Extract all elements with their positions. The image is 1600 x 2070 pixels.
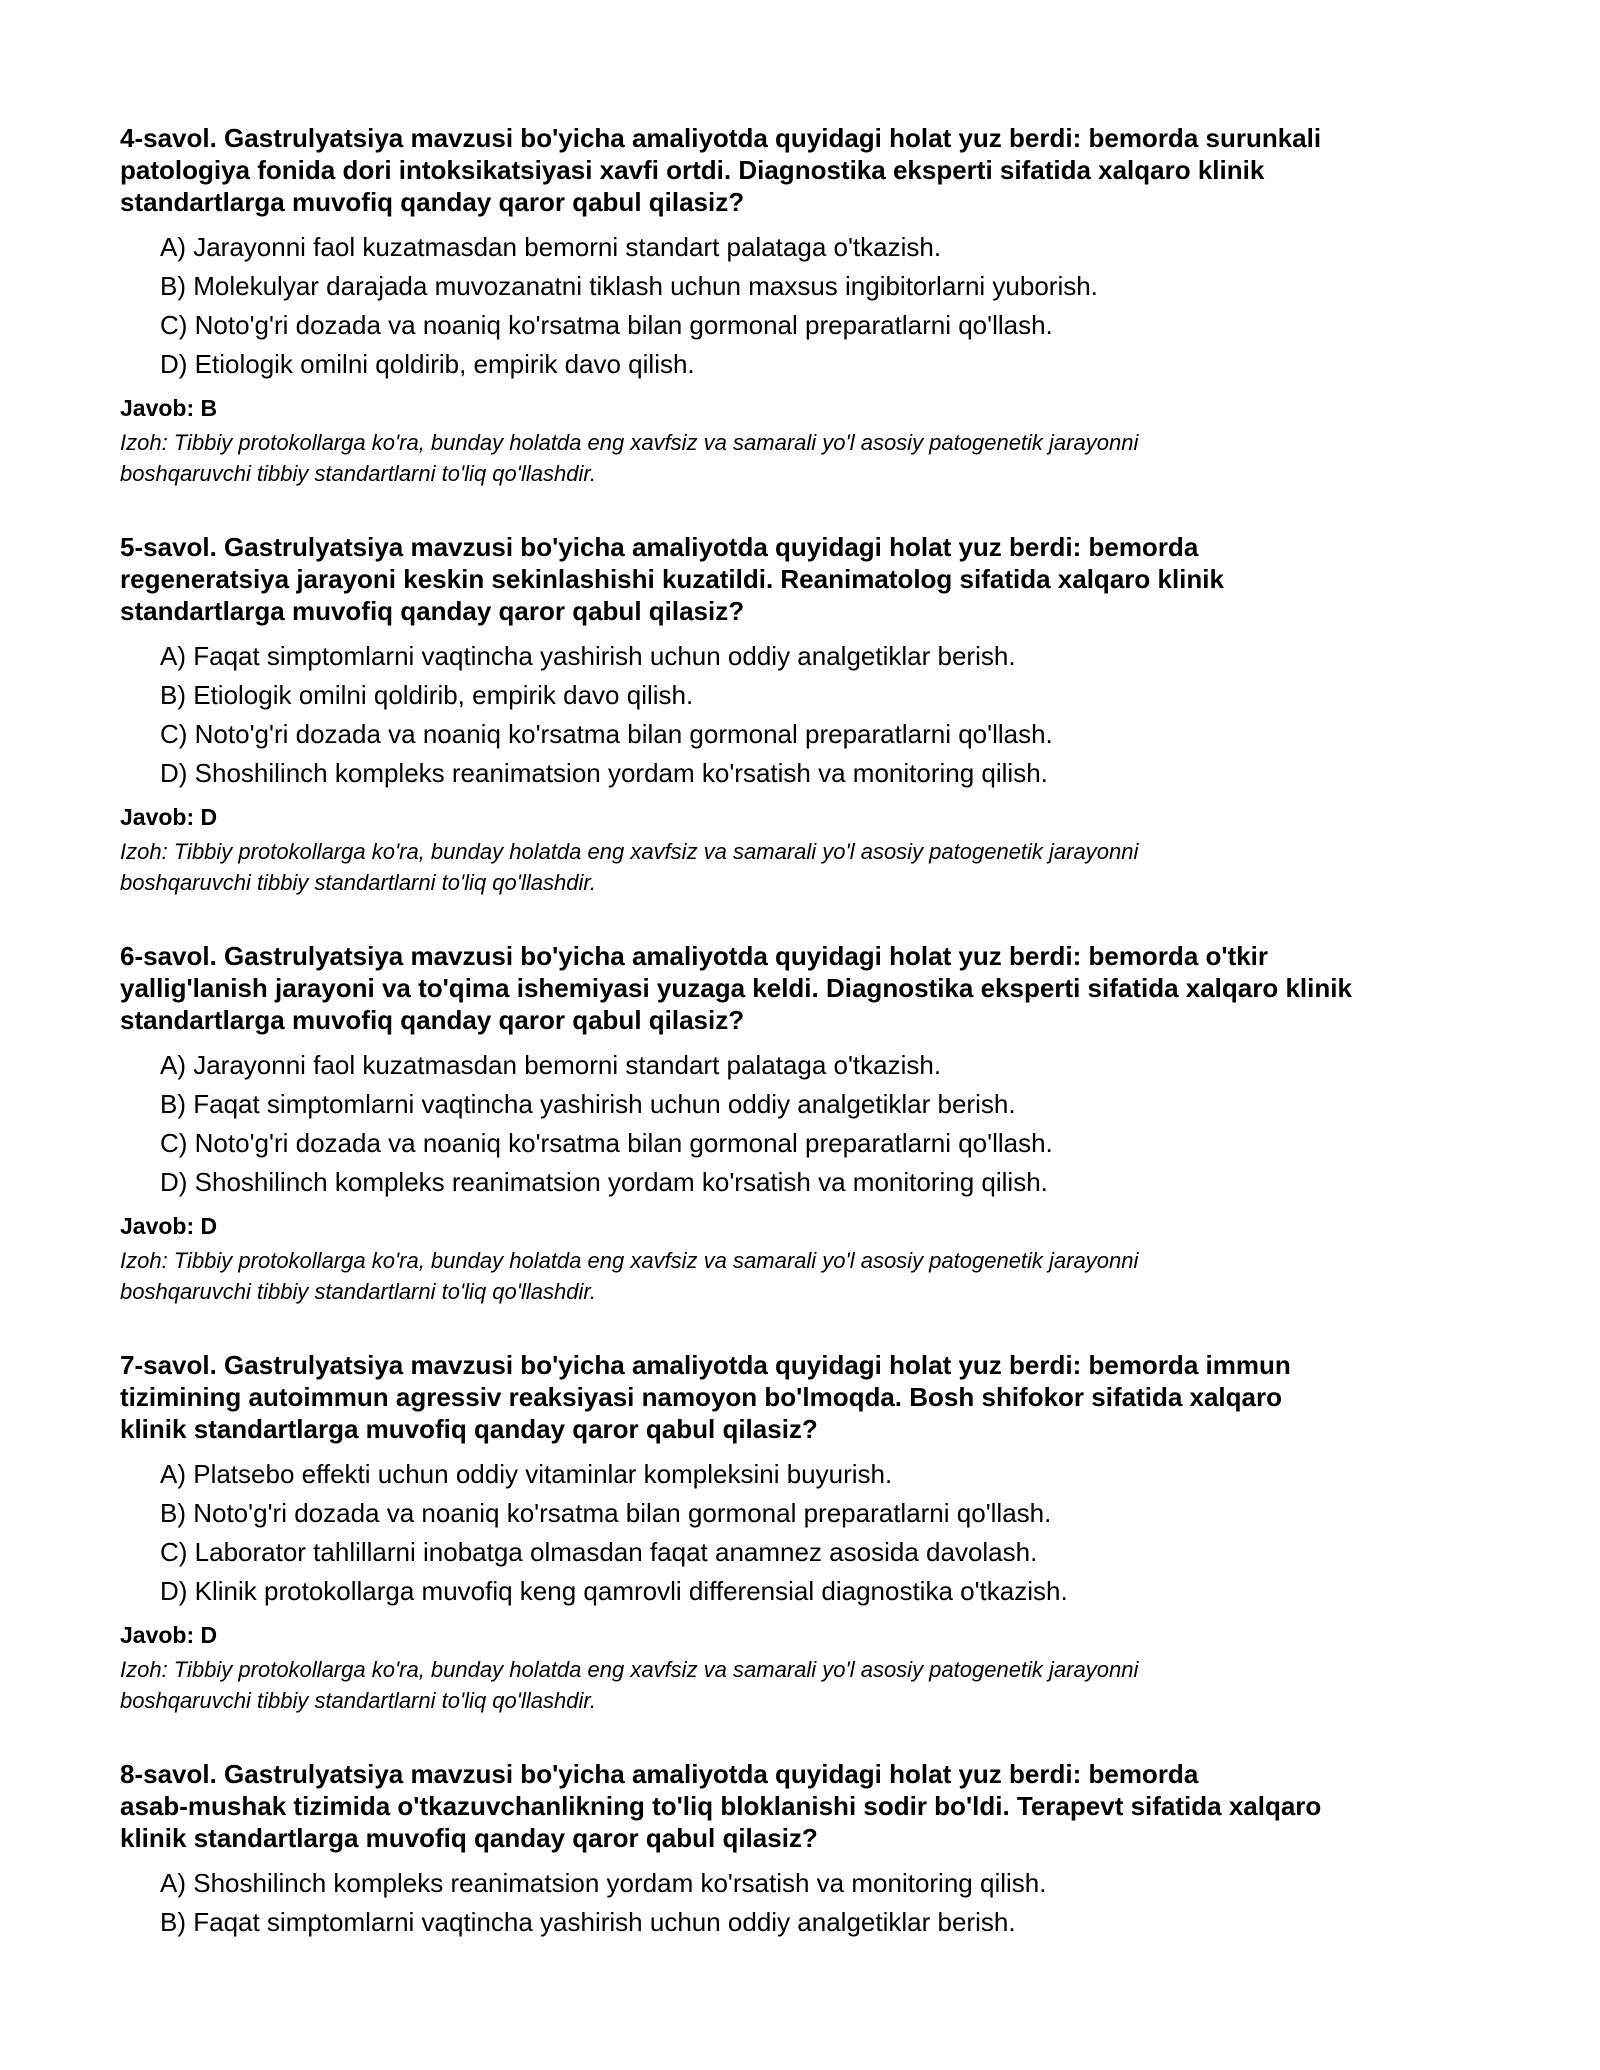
question-title [120, 122, 1500, 218]
note-line: Izoh: Tibbiy protokollarga ko'ra, bunday holatda eng xavfsiz va samarali yo'l asosiy patogenetik jarayonni [120, 1248, 1139, 1273]
answer-label: Javob: D [120, 1622, 218, 1648]
option-d: D) Shoshilinch kompleks reanimatsion yordam ko'rsatish va monitoring qilish. [160, 1167, 1048, 1197]
option-b: B) Molekulyar darajada muvozanatni tiklash uchun maxsus ingibitorlarni yuborish. [160, 271, 1098, 301]
options-list [120, 1046, 1500, 1202]
question-title-line: 8-savol. Gastrulyatsiya mavzusi bo'yicha amaliyotda quyidagi holat yuz berdi: bemorda [120, 1759, 1199, 1789]
question-title [120, 531, 1500, 627]
options-list [120, 228, 1500, 384]
option-a: A) Faqat simptomlarni vaqtincha yashirish uchun oddiy analgetiklar berish. [160, 641, 1016, 671]
explanation-note [120, 1654, 1500, 1716]
option-b: B) Etiologik omilni qoldirib, empirik davo qilish. [160, 680, 694, 710]
question-7 [120, 1349, 1500, 1716]
option-c: C) Noto'g'ri dozada va noaniq ko'rsatma bilan gormonal preparatlarni qo'llash. [160, 310, 1053, 340]
question-title-line: tizimining autoimmun agressiv reaksiyasi namoyon bo'lmoqda. Bosh shifokor sifatida xalqaro [120, 1382, 1283, 1412]
explanation-note [120, 427, 1500, 489]
options-list [120, 1455, 1500, 1611]
question-title-line: standartlarga muvofiq qanday qaror qabul qilasiz? [120, 596, 745, 626]
option-d: D) Klinik protokollarga muvofiq keng qamrovli differensial diagnostika o'tkazish. [160, 1576, 1068, 1606]
option-b: B) Faqat simptomlarni vaqtincha yashirish uchun oddiy analgetiklar berish. [160, 1907, 1016, 1937]
note-line: Izoh: Tibbiy protokollarga ko'ra, bunday holatda eng xavfsiz va samarali yo'l asosiy patogenetik jarayonni [120, 839, 1139, 864]
explanation-note [120, 1245, 1500, 1307]
answer-label: Javob: D [120, 804, 218, 830]
question-5 [120, 531, 1500, 898]
option-a: A) Jarayonni faol kuzatmasdan bemorni standart palataga o'tkazish. [160, 232, 942, 262]
option-a: A) Jarayonni faol kuzatmasdan bemorni standart palataga o'tkazish. [160, 1050, 942, 1080]
answer-label: Javob: B [120, 395, 218, 421]
note-line: boshqaruvchi tibbiy standartlarni to'liq qo'llashdir. [120, 1688, 596, 1713]
option-b: B) Faqat simptomlarni vaqtincha yashirish uchun oddiy analgetiklar berish. [160, 1089, 1016, 1119]
question-6 [120, 940, 1500, 1307]
option-d: D) Etiologik omilni qoldirib, empirik davo qilish. [160, 349, 695, 379]
explanation-note [120, 836, 1500, 898]
question-title-line: regeneratsiya jarayoni keskin sekinlashishi kuzatildi. Reanimatolog sifatida xalqaro klinik [120, 564, 1224, 594]
option-c: C) Laborator tahlillarni inobatga olmasdan faqat anamnez asosida davolash. [160, 1537, 1038, 1567]
question-title-line: standartlarga muvofiq qanday qaror qabul qilasiz? [120, 1005, 745, 1035]
option-a: A) Platsebo effekti uchun oddiy vitaminlar kompleksini buyurish. [160, 1459, 893, 1489]
question-title-line: klinik standartlarga muvofiq qanday qaror qabul qilasiz? [120, 1414, 818, 1444]
option-a: A) Shoshilinch kompleks reanimatsion yordam ko'rsatish va monitoring qilish. [160, 1868, 1047, 1898]
question-title [120, 1349, 1500, 1445]
question-title-line: patologiya fonida dori intoksikatsiyasi xavfi ortdi. Diagnostika eksperti sifatida xalqaro klinik [120, 155, 1265, 185]
question-title-line: 4-savol. Gastrulyatsiya mavzusi bo'yicha amaliyotda quyidagi holat yuz berdi: bemorda surunkali [120, 123, 1322, 153]
question-title [120, 1758, 1500, 1854]
question-title-line: klinik standartlarga muvofiq qanday qaror qabul qilasiz? [120, 1823, 818, 1853]
note-line: Izoh: Tibbiy protokollarga ko'ra, bunday holatda eng xavfsiz va samarali yo'l asosiy patogenetik jarayonni [120, 430, 1139, 455]
note-line: boshqaruvchi tibbiy standartlarni to'liq qo'llashdir. [120, 870, 596, 895]
question-title-line: 7-savol. Gastrulyatsiya mavzusi bo'yicha amaliyotda quyidagi holat yuz berdi: bemorda immun [120, 1350, 1291, 1380]
question-title-line: 5-savol. Gastrulyatsiya mavzusi bo'yicha amaliyotda quyidagi holat yuz berdi: bemorda [120, 532, 1199, 562]
note-line: boshqaruvchi tibbiy standartlarni to'liq qo'llashdir. [120, 461, 596, 486]
question-4 [120, 122, 1500, 489]
question-title-line: standartlarga muvofiq qanday qaror qabul qilasiz? [120, 187, 745, 217]
answer-label: Javob: D [120, 1213, 218, 1239]
option-c: C) Noto'g'ri dozada va noaniq ko'rsatma bilan gormonal preparatlarni qo'llash. [160, 1128, 1053, 1158]
note-line: Izoh: Tibbiy protokollarga ko'ra, bunday holatda eng xavfsiz va samarali yo'l asosiy patogenetik jarayonni [120, 1657, 1139, 1682]
note-line: boshqaruvchi tibbiy standartlarni to'liq qo'llashdir. [120, 1279, 596, 1304]
option-b: B) Noto'g'ri dozada va noaniq ko'rsatma bilan gormonal preparatlarni qo'llash. [160, 1498, 1052, 1528]
question-title-line: yallig'lanish jarayoni va to'qima ishemiyasi yuzaga keldi. Diagnostika eksperti sifatida xalqaro klinik [120, 973, 1352, 1003]
question-title-line: 6-savol. Gastrulyatsiya mavzusi bo'yicha amaliyotda quyidagi holat yuz berdi: bemorda o'tkir [120, 941, 1269, 971]
options-list [120, 637, 1500, 793]
question-title-line: asab-mushak tizimida o'tkazuvchanlikning to'liq bloklanishi sodir bo'ldi. Terapevt sifatida xalqaro [120, 1791, 1322, 1821]
option-c: C) Noto'g'ri dozada va noaniq ko'rsatma bilan gormonal preparatlarni qo'llash. [160, 719, 1053, 749]
question-8 [120, 1758, 1500, 1942]
options-list [120, 1864, 1500, 1942]
option-d: D) Shoshilinch kompleks reanimatsion yordam ko'rsatish va monitoring qilish. [160, 758, 1048, 788]
question-title [120, 940, 1500, 1036]
